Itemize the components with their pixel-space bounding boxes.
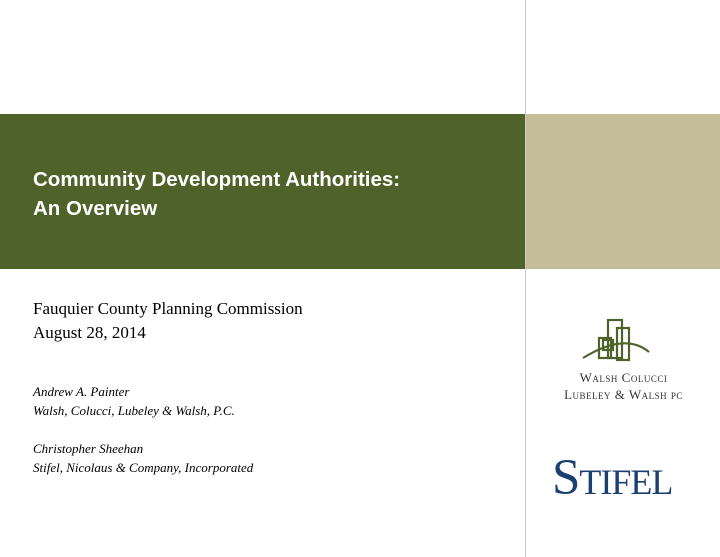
presenter-spacer: [33, 420, 513, 439]
slide-title: [33, 165, 513, 223]
presenter-name: Christopher Sheehan: [33, 441, 144, 456]
subtitle-line-1: Fauquier County Planning Commission: [33, 299, 303, 318]
accent-band: [526, 114, 720, 269]
slide-subtitle: [33, 297, 513, 345]
stifel-logo: Stifel: [552, 450, 673, 506]
logo-line-1: Walsh Colucci: [579, 370, 668, 385]
logo-line-2: Lubeley & Walsh pc: [564, 387, 683, 402]
walsh-colucci-logo-text: [536, 369, 711, 403]
title-line-2: An Overview: [33, 197, 158, 220]
presenter-org: Stifel, Nicolaus & Company, Incorporated: [33, 460, 254, 475]
vertical-divider: [525, 0, 526, 557]
presenter-list: [33, 382, 513, 477]
subtitle-line-2: August 28, 2014: [33, 323, 146, 342]
presenter-name: Andrew A. Painter: [33, 384, 130, 399]
presenter-org: Walsh, Colucci, Lubeley & Walsh, P.C.: [33, 403, 235, 418]
title-line-1: Community Development Authorities:: [33, 168, 401, 191]
